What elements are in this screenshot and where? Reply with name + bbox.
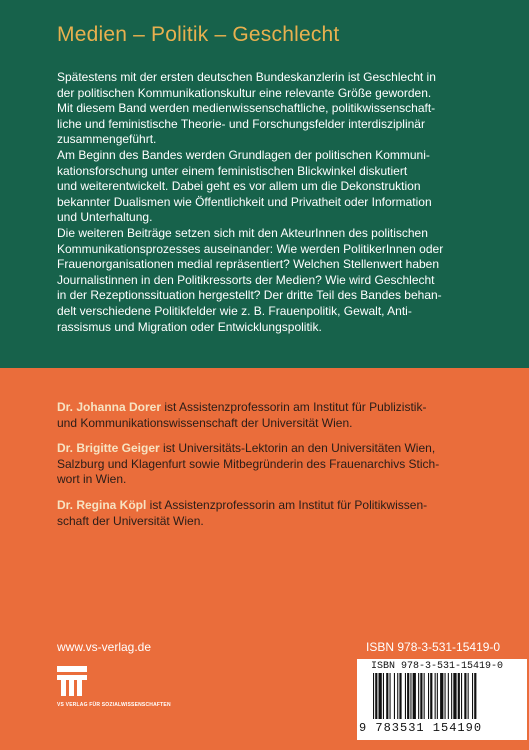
author-bio [57,498,497,529]
blurb [57,70,497,335]
upper-panel [0,0,529,368]
publisher-url: www.vs-verlag.de [57,640,152,654]
author-name: Dr. Brigitte Geiger [57,441,160,456]
barcode-ean-number: 9 783531 154190 [359,721,483,735]
author-name: Dr. Johanna Dorer [57,400,162,414]
publisher-logo [57,666,171,708]
author-description: ist Universitäts-Lektorin an den Universitäten Wien, Salzburg und Klagenfurt sowie Mitbegründerin des Frauenarchivs Stich- wort in Wien. [57,441,440,487]
publisher-name: VS VERLAG FÜR SOZIALWISSENSCHAFTEN [57,702,171,708]
author-bio [57,441,497,488]
isbn-label: ISBN 978-3-531-15419-0 [366,640,501,654]
blurb-paragraph: Am Beginn des Bandes werden Grundlagen der politischen Kommuni- kationsforschung unter einem feministischen Blickwinkel diskutiert und weiterentwickelt. Dabei geht es vor allem um die Dekonstruktion bekannter Dualismen wie Öffentlichkeit und Privatheit oder Information und Unterhaltung. [57,147,432,225]
author-description: ist Assistenzprofessorin am Institut für Publizistik- und Kommunikationswissenschaft der Universität Wien. [57,400,427,430]
lower-panel [0,368,529,750]
vs-verlag-logo-icon [57,666,87,696]
author-bio [57,400,497,431]
blurb-paragraph: Die weiteren Beiträge setzen sich mit den AkteurInnen des politischen Kommunikationsprozesses auseinander: Wie werden PolitikerInnen oder Frauenorganisationen medial repräsentiert? Welchen Stellenwert haben Journalistinnen in den Politikressorts der Medien? Wie wird Geschlecht in der Rezeptionssituation hergestellt? Der dritte Teil des Bandes behan- delt verschiedene Politikfelder wie z. B. Frauenpolitik, Gewalt, Anti- rassismus und Migration oder Entwicklungspolitik. [57,225,444,334]
barcode-panel [357,659,527,740]
author-description: ist Assistenzprofessorin am Institut für Politikwissen- schaft der Universität Wien. [57,497,428,528]
book-title: Medien – Politik – Geschlecht [57,23,340,46]
author-name: Dr. Regina Köpl [57,497,147,512]
ean-barcode-icon [367,673,519,725]
barcode-isbn-text: ISBN 978-3-531-15419-0 [371,661,504,672]
author-bios [57,400,497,539]
blurb-paragraph: Spätestens mit der ersten deutschen Bundeskanzlerin ist Geschlecht in der politischen Kommunikationskultur eine relevante Größe geworden. Mit diesem Band werden medienwissenschaftliche, politikwissenschaft- liche und feministische Theorie- und Forschungsfelder interdisziplinär zusammengeführt. [57,70,436,147]
